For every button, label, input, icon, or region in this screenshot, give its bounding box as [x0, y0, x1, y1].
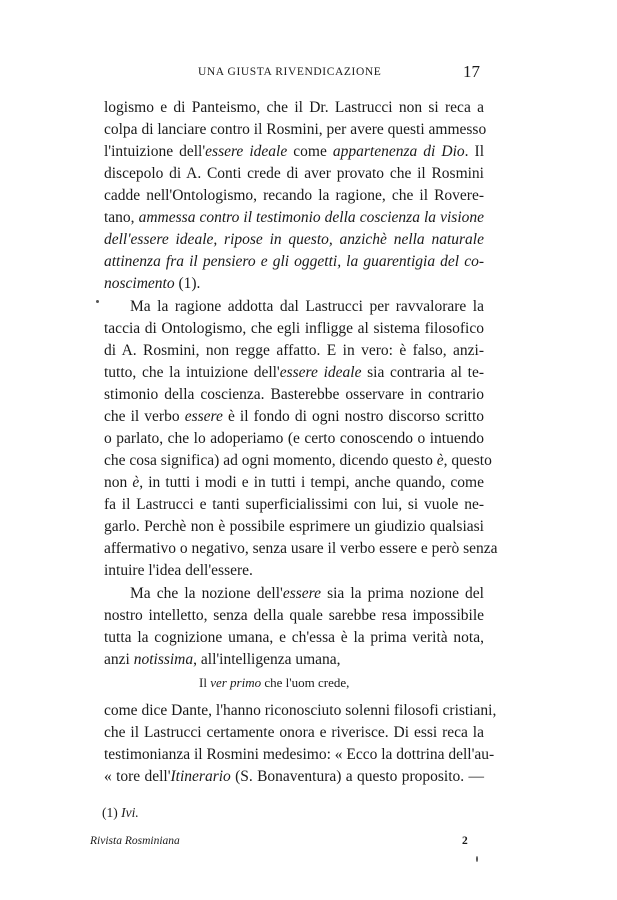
- text-line: discepolo di A. Conti crede di aver provato che il Rosmini: [104, 165, 484, 182]
- text-line: che il verbo essere è il fondo di ogni nostro discorso scritto: [104, 408, 484, 425]
- printer-signature-mark: 2: [462, 835, 468, 847]
- text-line: tutta la cognizione umana, e ch'essa è la prima verità nota,: [104, 629, 484, 646]
- text-line: fa il Lastrucci e tanti superficialissimi con lui, si vuole ne-: [104, 496, 484, 513]
- text-line: come dice Dante, l'hanno riconosciuto solenni filosofi cristiani,: [104, 702, 497, 719]
- text-line: Ma la ragione addotta dal Lastrucci per ravvalorare la: [130, 298, 484, 315]
- text-line: stimonio della coscienza. Basterebbe osservare in contrario: [104, 386, 484, 403]
- text-line: nostro intelletto, senza della quale sarebbe resa impossibile: [104, 607, 484, 624]
- text-line: che il Lastrucci certamente onora e riverisce. Di essi reca la: [104, 724, 484, 741]
- journal-signature-title: Rivista Rosminiana: [90, 835, 180, 847]
- text-line: garlo. Perchè non è possibile esprimere un giudizio qualsiasi: [104, 518, 484, 535]
- text-line: logismo e di Panteismo, che il Dr. Lastrucci non si reca a: [104, 99, 484, 116]
- text-line: che cosa significa) ad ogni momento, dicendo questo è, questo: [104, 452, 492, 469]
- text-line: « tore dell'Itinerario (S. Bonaventura) a questo proposito. —: [104, 768, 484, 785]
- text-line: dell'essere ideale, ripose in questo, anzichè nella naturale: [104, 231, 484, 248]
- text-line: tutto, che la intuizione dell'essere ideale sia contraria al te-: [104, 364, 484, 381]
- text-line: tano, ammessa contro il testimonio della coscienza la visione: [104, 209, 484, 226]
- text-line: anzi notissima, all'intelligenza umana,: [104, 651, 341, 668]
- footnote: (1) Ivi.: [102, 805, 139, 820]
- text-line: intuire l'idea dell'essere.: [104, 562, 253, 579]
- text-line: o parlato, che lo adoperiamo (e certo conoscendo o intuendo: [104, 430, 484, 447]
- text-line: di A. Rosmini, non regge affatto. E in vero: è falso, anzi-: [104, 342, 484, 359]
- text-line: colpa di lanciare contro il Rosmini, per avere questi ammesso: [104, 121, 487, 138]
- text-line: cadde nell'Ontologismo, recando la ragione, che il Rovere-: [104, 187, 484, 204]
- text-line: testimonianza il Rosmini medesimo: « Ecco la dottrina dell'au-: [104, 746, 495, 763]
- text-line: noscimento (1).: [104, 275, 201, 292]
- text-line: attinenza fra il pensiero e gli oggetti, la guarentigia del co-: [104, 253, 484, 270]
- margin-speck: [476, 856, 478, 862]
- margin-speck: [96, 300, 99, 303]
- dante-quotation: Il ver primo che l'uom crede,: [199, 675, 350, 690]
- text-line: taccia di Ontologismo, che egli infligge al sistema filosofico: [104, 320, 484, 337]
- text-line: affermativo o negativo, senza usare il verbo essere e però senza: [104, 540, 498, 557]
- running-title: UNA GIUSTA RIVENDICAZIONE: [198, 66, 382, 78]
- page-header: [198, 64, 480, 84]
- text-line: non è, in tutti i modi e in tutti i tempi, anche quando, come: [104, 474, 484, 491]
- page-number: 17: [463, 62, 480, 81]
- text-line: Ma che la nozione dell'essere sia la prima nozione del: [130, 585, 484, 602]
- text-line: l'intuizione dell'essere ideale come appartenenza di Dio. Il: [104, 143, 484, 160]
